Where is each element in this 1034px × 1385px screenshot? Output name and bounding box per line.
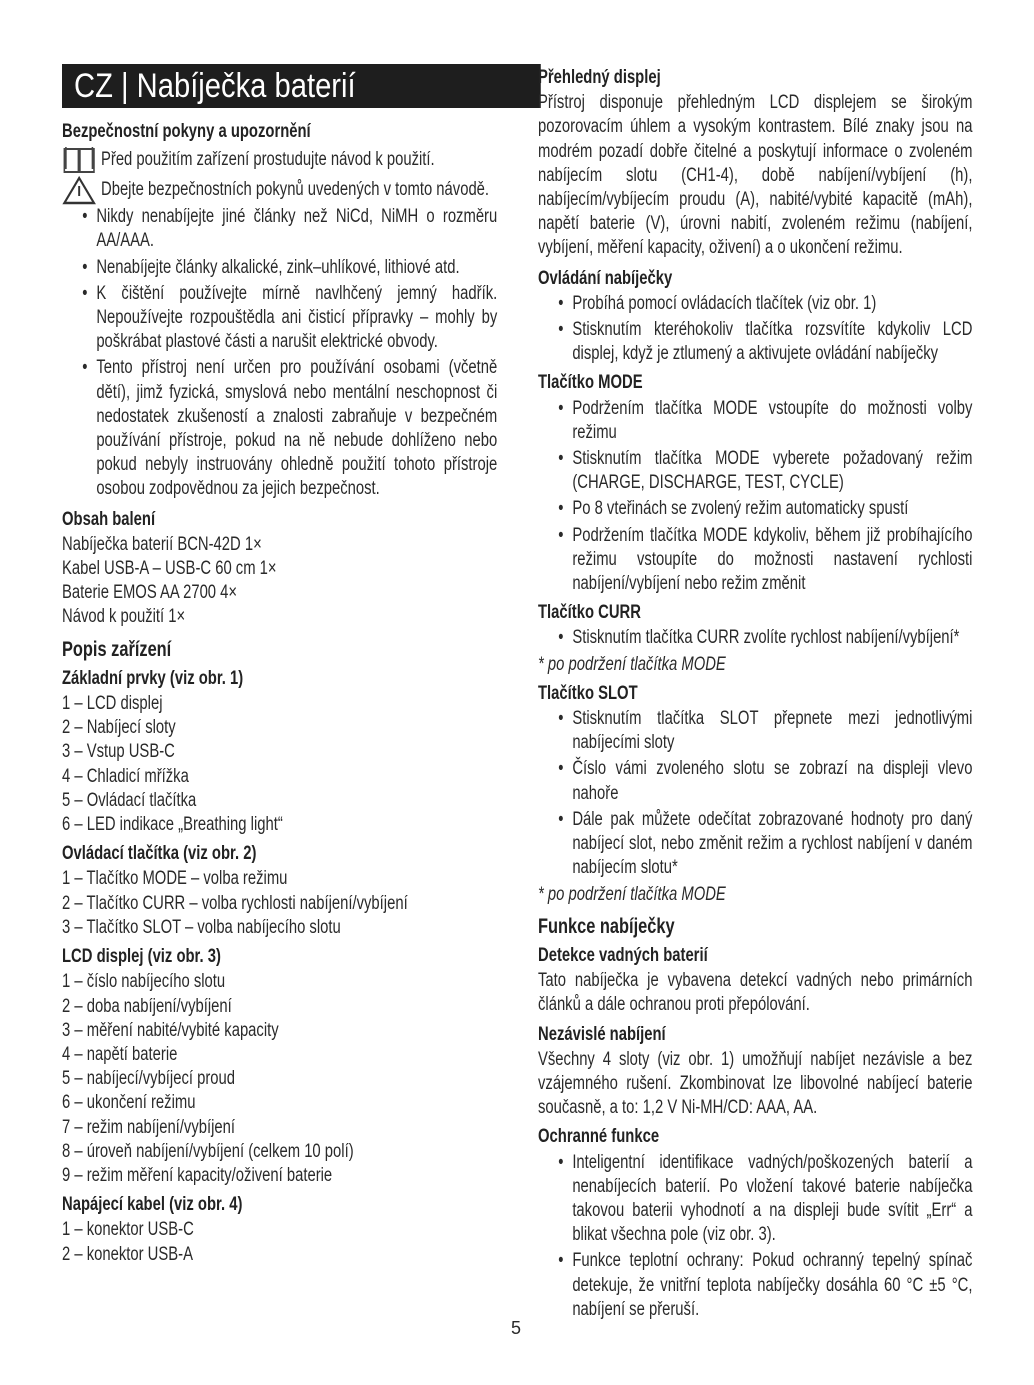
safety-list [62,205,497,501]
cable-list [62,1218,497,1266]
read-manual-text: Před použitím zařízení prostudujte návod k použití. [101,149,435,171]
list-item: • Podržením tlačítka MODE vstoupíte do možnosti volby režimu [572,397,972,445]
slot-note: * po podržení tlačítka MODE [538,883,726,905]
list-item: 4 – napětí baterie [62,1043,178,1065]
page-title: CZ | Nabíječka baterií [62,64,541,108]
list-item: 8 – úroveň nabíjení/vybíjení (celkem 10 polí) [62,1140,354,1162]
right-column [538,60,972,1324]
cable-heading: Napájecí kabel (viz obr. 4) [62,1194,243,1216]
curr-heading: Tlačítko CURR [538,602,641,624]
curr-list [538,626,972,650]
list-item: 2 – Tlačítko CURR – volba rychlosti nabíjení/vybíjení [62,892,408,914]
list-item: 5 – nabíjecí/vybíjecí proud [62,1068,236,1090]
slot-heading: Tlačítko SLOT [538,682,638,704]
list-item: • Po 8 vteřinách se zvolený režim automaticky spustí [572,497,972,521]
independent-text: Všechny 4 sloty (viz obr. 1) umožňují nabíjet nezávisle a bez vzájemného rušení. Zkombinovat lze libovolné nabíjecí baterie současně, a to: 1,2 V Ni-MH/CD: AAA, AA. [538,1048,973,1119]
list-item: • Funkce teplotní ochrany: Pokud ochranný tepelný spínač detekuje, že vnitřní teplota nabíječky dosáhla 60 °C ±5 °C, nabíjení se přeruší. [572,1249,972,1322]
functions-heading: Funkce nabíječky [538,914,675,938]
list-item: 5 – Ovládací tlačítka [62,789,197,811]
list-item: • Číslo vámi zvoleného slotu se zobrazí na displeji vlevo nahoře [572,757,972,805]
list-item: • K čištění používejte mírně navlhčený jemný hadřík. Nepoužívejte rozpouštědla ani čisticí přípravky – mohly by poškrábat plastové části a narušit elektrické obvody. [96,282,497,355]
control-heading: Ovládání nabíječky [538,267,673,289]
display-heading: Přehledný displej [538,67,661,88]
control-list [538,292,972,367]
list-item: Kabel USB-A – USB-C 60 cm 1× [62,558,277,580]
defect-text: Tato nabíječka je vybavena detekcí vadných nebo primárních článků a dále ochranou proti přepólování. [538,970,973,1016]
description-heading: Popis zařízení [62,637,172,661]
list-item: 1 – číslo nabíjecího slotu [62,971,226,993]
list-item: • Inteligentní identifikace vadných/poškozených baterií a nenabíjecích baterií. Po vložení takové baterie nabíječka takovou baterii vyhodnotí a na displeji bude svítit „Err“ a blikat všechna pole (viz obr. 3). [572,1151,972,1248]
mode-heading: Tlačítko MODE [538,372,643,394]
list-item: 3 – Tlačítko SLOT – volba nabíjecího slotu [62,916,341,938]
list-item: 9 – režim měření kapacity/oživení baterie [62,1164,333,1186]
list-item: 2 – Nabíjecí sloty [62,717,176,739]
list-item: Nabíječka baterií BCN-42D 1× [62,533,262,555]
list-item: • Nikdy nenabíjejte jiné články než NiCd, NiMH o rozměru AA/AAA. [96,205,497,253]
display-text: Přístroj disponuje přehledným LCD displejem se širokým pozorovacím úhlem a vysokým kontrastem. Bílé znaky jsou na modrém pozadí dobře čitelné a poskytují informace o zvoleném nabíjecím slotu (CH1-4), době nabíjení/vybíjení (h), nabíjecím/vybíjecím proudu (A), nabité/vybité kapacitě (mAh), napětí baterie (V), úrovni nabití, zvoleném režimu (nabíjení, vybíjení, měření kapacity, oživení) a o ukončení režimu. [538,92,973,259]
list-item: Návod k použití 1× [62,606,186,628]
protection-list [538,1151,972,1322]
list-item: • Stisknutím tlačítka SLOT přepnete mezi jednotlivými nabíjecími sloty [572,707,972,755]
list-item: 6 – ukončení režimu [62,1092,196,1114]
defect-heading: Detekce vadných baterií [538,944,708,966]
package-heading: Obsah balení [62,508,156,530]
independent-heading: Nezávislé nabíjení [538,1023,666,1045]
page-number: 5 [511,1318,522,1338]
warning-icon [62,175,96,205]
basic-heading: Základní prvky (viz obr. 1) [62,667,244,689]
list-item: 1 – Tlačítko MODE – volba režimu [62,868,288,890]
list-item: 4 – Chladicí mřížka [62,765,189,787]
list-item: • Podržením tlačítka MODE kdykoliv, během již probíhajícího režimu vstoupíte do možnosti nastavení rychlosti nabíjení/vybíjení nebo režim změnit [572,524,972,597]
list-item: 7 – režim nabíjení/vybíjení [62,1116,236,1138]
warning-line [62,175,497,205]
list-item: • Stisknutím kteréhokoliv tlačítka rozsvítíte kdykoliv LCD displej, když je ztlumený a aktivujete ovládání nabíječky [572,318,972,366]
list-item: 2 – konektor USB-A [62,1243,193,1265]
left-column [62,60,497,1267]
list-item: 1 – LCD displej [62,693,163,715]
list-item: Baterie EMOS AA 2700 4× [62,582,238,604]
list-item: • Stisknutím tlačítka MODE vyberete požadovaný režim (CHARGE, DISCHARGE, TEST, CYCLE) [572,447,972,495]
list-item: 1 – konektor USB-C [62,1219,194,1241]
basic-list [62,692,497,837]
buttons-heading: Ovládací tlačítka (viz obr. 2) [62,843,257,865]
book-icon [62,145,96,175]
package-list [62,533,497,630]
list-item: • Tento přístroj není určen pro používání osobami (včetně dětí), jimž fyzická, smyslová nebo mentální neschopnost či nedostatek zkušeností a znalosti zabraňuje v bezpečném používání přístroje, pokud na ně nebude dohlíženo nebo pokud nebyly instruovány ohledně použití tohoto přístroje osobou zodpovědnou za jejich bezpečnost. [96,356,497,501]
warning-text: Dbejte bezpečnostních pokynů uvedených v tomto návodě. [101,179,490,201]
list-item: 2 – doba nabíjení/vybíjení [62,995,232,1017]
list-item: • Stisknutím tlačítka CURR zvolíte rychlost nabíjení/vybíjení* [572,626,972,650]
list-item: • Dále pak můžete odečítat zobrazované hodnoty pro daný nabíjecí slot, nebo změnit režim a rychlost nabíjení v daném nabíjecím slotu* [572,808,972,881]
lcd-list [62,970,497,1188]
safety-heading: Bezpečnostní pokyny a upozornění [62,121,311,142]
list-item: 3 – měření nabité/vybité kapacity [62,1019,279,1041]
lcd-heading: LCD displej (viz obr. 3) [62,946,221,968]
list-item: 3 – Vstup USB-C [62,741,175,763]
list-item: • Probíhá pomocí ovládacích tlačítek (viz obr. 1) [572,292,972,316]
buttons-list [62,867,497,940]
list-item: • Nenabíjejte články alkalické, zink–uhlíkové, lithiové atd. [96,256,497,280]
protection-heading: Ochranné funkce [538,1126,660,1148]
mode-list [538,397,972,597]
curr-note: * po podržení tlačítka MODE [538,653,726,675]
read-manual-line [62,145,497,175]
list-item: 6 – LED indikace „Breathing light“ [62,814,283,836]
slot-list [538,707,972,880]
